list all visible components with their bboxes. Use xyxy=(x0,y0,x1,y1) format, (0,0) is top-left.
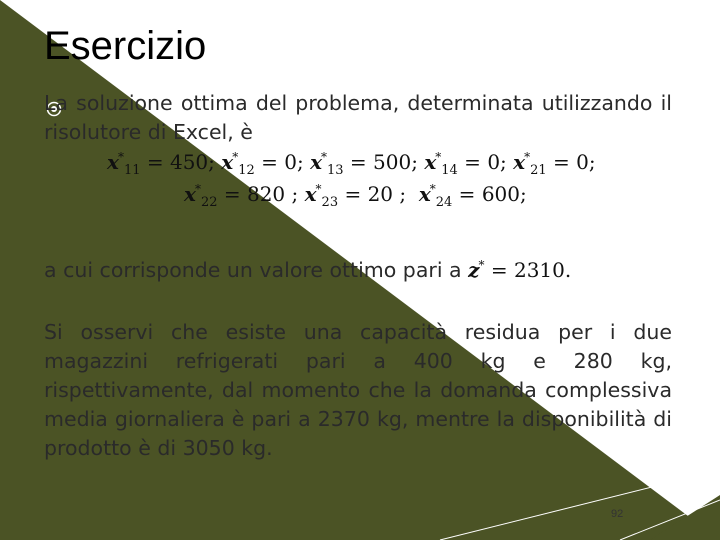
x23-value: 20 xyxy=(367,182,394,206)
x12-value: 0 xyxy=(284,150,297,174)
slide-title: Esercizio xyxy=(44,24,207,68)
x11-value: 450 xyxy=(169,150,209,174)
x14-value: 0 xyxy=(487,150,501,174)
x13-value: 500 xyxy=(373,150,412,174)
optimal-value-prefix: a cui corrisponde un valore ottimo pari a xyxy=(44,258,462,282)
x21-value: 0 xyxy=(576,150,589,174)
x24-value: 600 xyxy=(481,182,520,206)
page-number: 92 xyxy=(611,508,624,520)
z-value: 2310 xyxy=(513,258,565,282)
intro-paragraph: La soluzione ottima del problema, determinata utilizzando il risolutore di Excel, è xyxy=(44,91,672,144)
residual-capacity-paragraph: Si osservi che esiste una capacità residua per i due magazzini refrigerati pari a 400 kg e 280 kg, rispettivamente, dal momento che la domanda complessiva media giornaliera è pari a 2370 kg, mentre la disponibilità di prodotto è di 3050 kg. xyxy=(44,320,672,460)
x22-value: 820 xyxy=(246,182,286,206)
optimal-value-paragraph xyxy=(44,251,672,285)
solution-line-1: $x^*_{11} = 450$; $x^*_{12} = 0$; $x^*_{13} = 500$; $x^*_{14} = 0$; $x^*_{21} = 0$; xyxy=(107,150,596,178)
z-expression: z* = 2310. xyxy=(468,258,572,282)
solution-line-2: $x^*_{22} = 820$ ; $x^*_{23} = 20$ ; $x^*_{24} = 600$; xyxy=(184,182,527,210)
